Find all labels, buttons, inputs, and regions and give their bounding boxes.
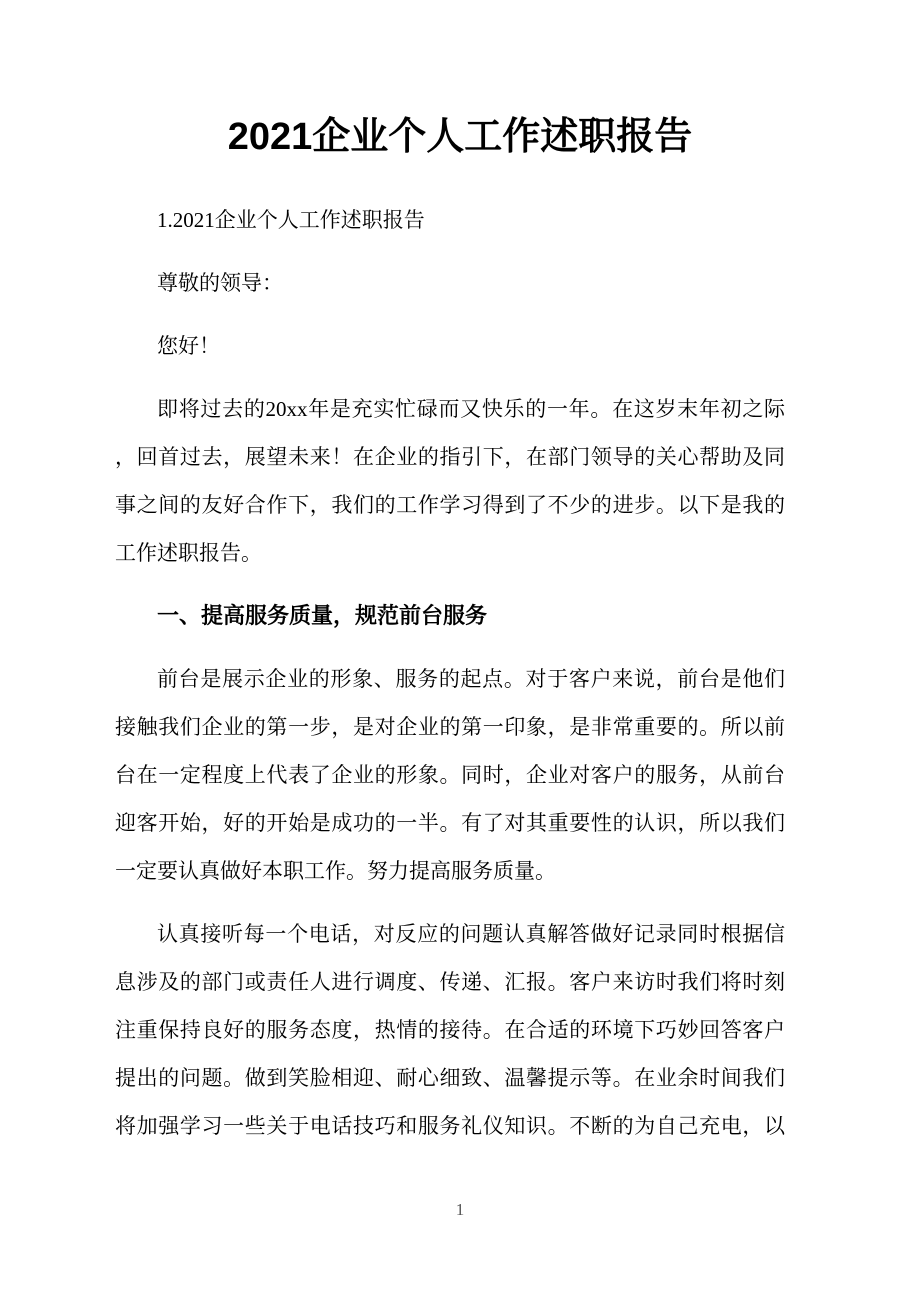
- text-line: 您好！: [157, 334, 220, 358]
- paragraph: [115, 910, 785, 1150]
- paragraph: [115, 322, 785, 370]
- text-line: 认真接听每一个电话，对反应的问题认真解答做好记录同时根据信: [157, 922, 785, 946]
- text-line: ，回首过去，展望未来！在企业的指引下，在部门领导的关心帮助及同: [115, 445, 785, 469]
- text-line: 注重保持良好的服务态度，热情的接待。在合适的环境下巧妙回答客户: [115, 1018, 785, 1042]
- text-line: 前台是展示企业的形象、服务的起点。对于客户来说，前台是他们: [157, 667, 785, 691]
- text-line: 1.2021企业个人工作述职报告: [157, 208, 425, 232]
- document-title: 2021企业个人工作述职报告: [227, 116, 693, 158]
- text-line: 即将过去的20xx年是充实忙碌而又快乐的一年。在这岁末年初之际: [157, 397, 785, 421]
- document-body: [115, 196, 785, 1150]
- paragraph: [115, 259, 785, 307]
- text-line: 台在一定程度上代表了企业的形象。同时，企业对客户的服务，从前台: [115, 763, 785, 787]
- text-line: 接触我们企业的第一步，是对企业的第一印象，是非常重要的。所以前: [115, 715, 785, 739]
- text-line: 事之间的友好合作下，我们的工作学习得到了不少的进步。以下是我的: [115, 493, 785, 517]
- paragraph: [115, 196, 785, 244]
- text-line: 尊敬的领导：: [157, 271, 283, 295]
- text-line: 一、提高服务质量，规范前台服务: [157, 603, 488, 628]
- section-heading: [115, 592, 785, 640]
- text-line: 提出的问题。做到笑脸相迎、耐心细致、温馨提示等。在业余时间我们: [115, 1066, 785, 1090]
- text-line: 将加强学习一些关于电话技巧和服务礼仪知识。不断的为自己充电，以: [115, 1114, 785, 1138]
- paragraph: [115, 655, 785, 895]
- page-number: 1: [455, 1200, 465, 1219]
- text-line: 工作述职报告。: [115, 541, 262, 565]
- text-line: 息涉及的部门或责任人进行调度、传递、汇报。客户来访时我们将时刻: [115, 970, 785, 994]
- paragraph: [115, 385, 785, 577]
- text-line: 一定要认真做好本职工作。努力提高服务质量。: [115, 859, 556, 883]
- text-line: 迎客开始，好的开始是成功的一半。有了对其重要性的认识，所以我们: [115, 811, 785, 835]
